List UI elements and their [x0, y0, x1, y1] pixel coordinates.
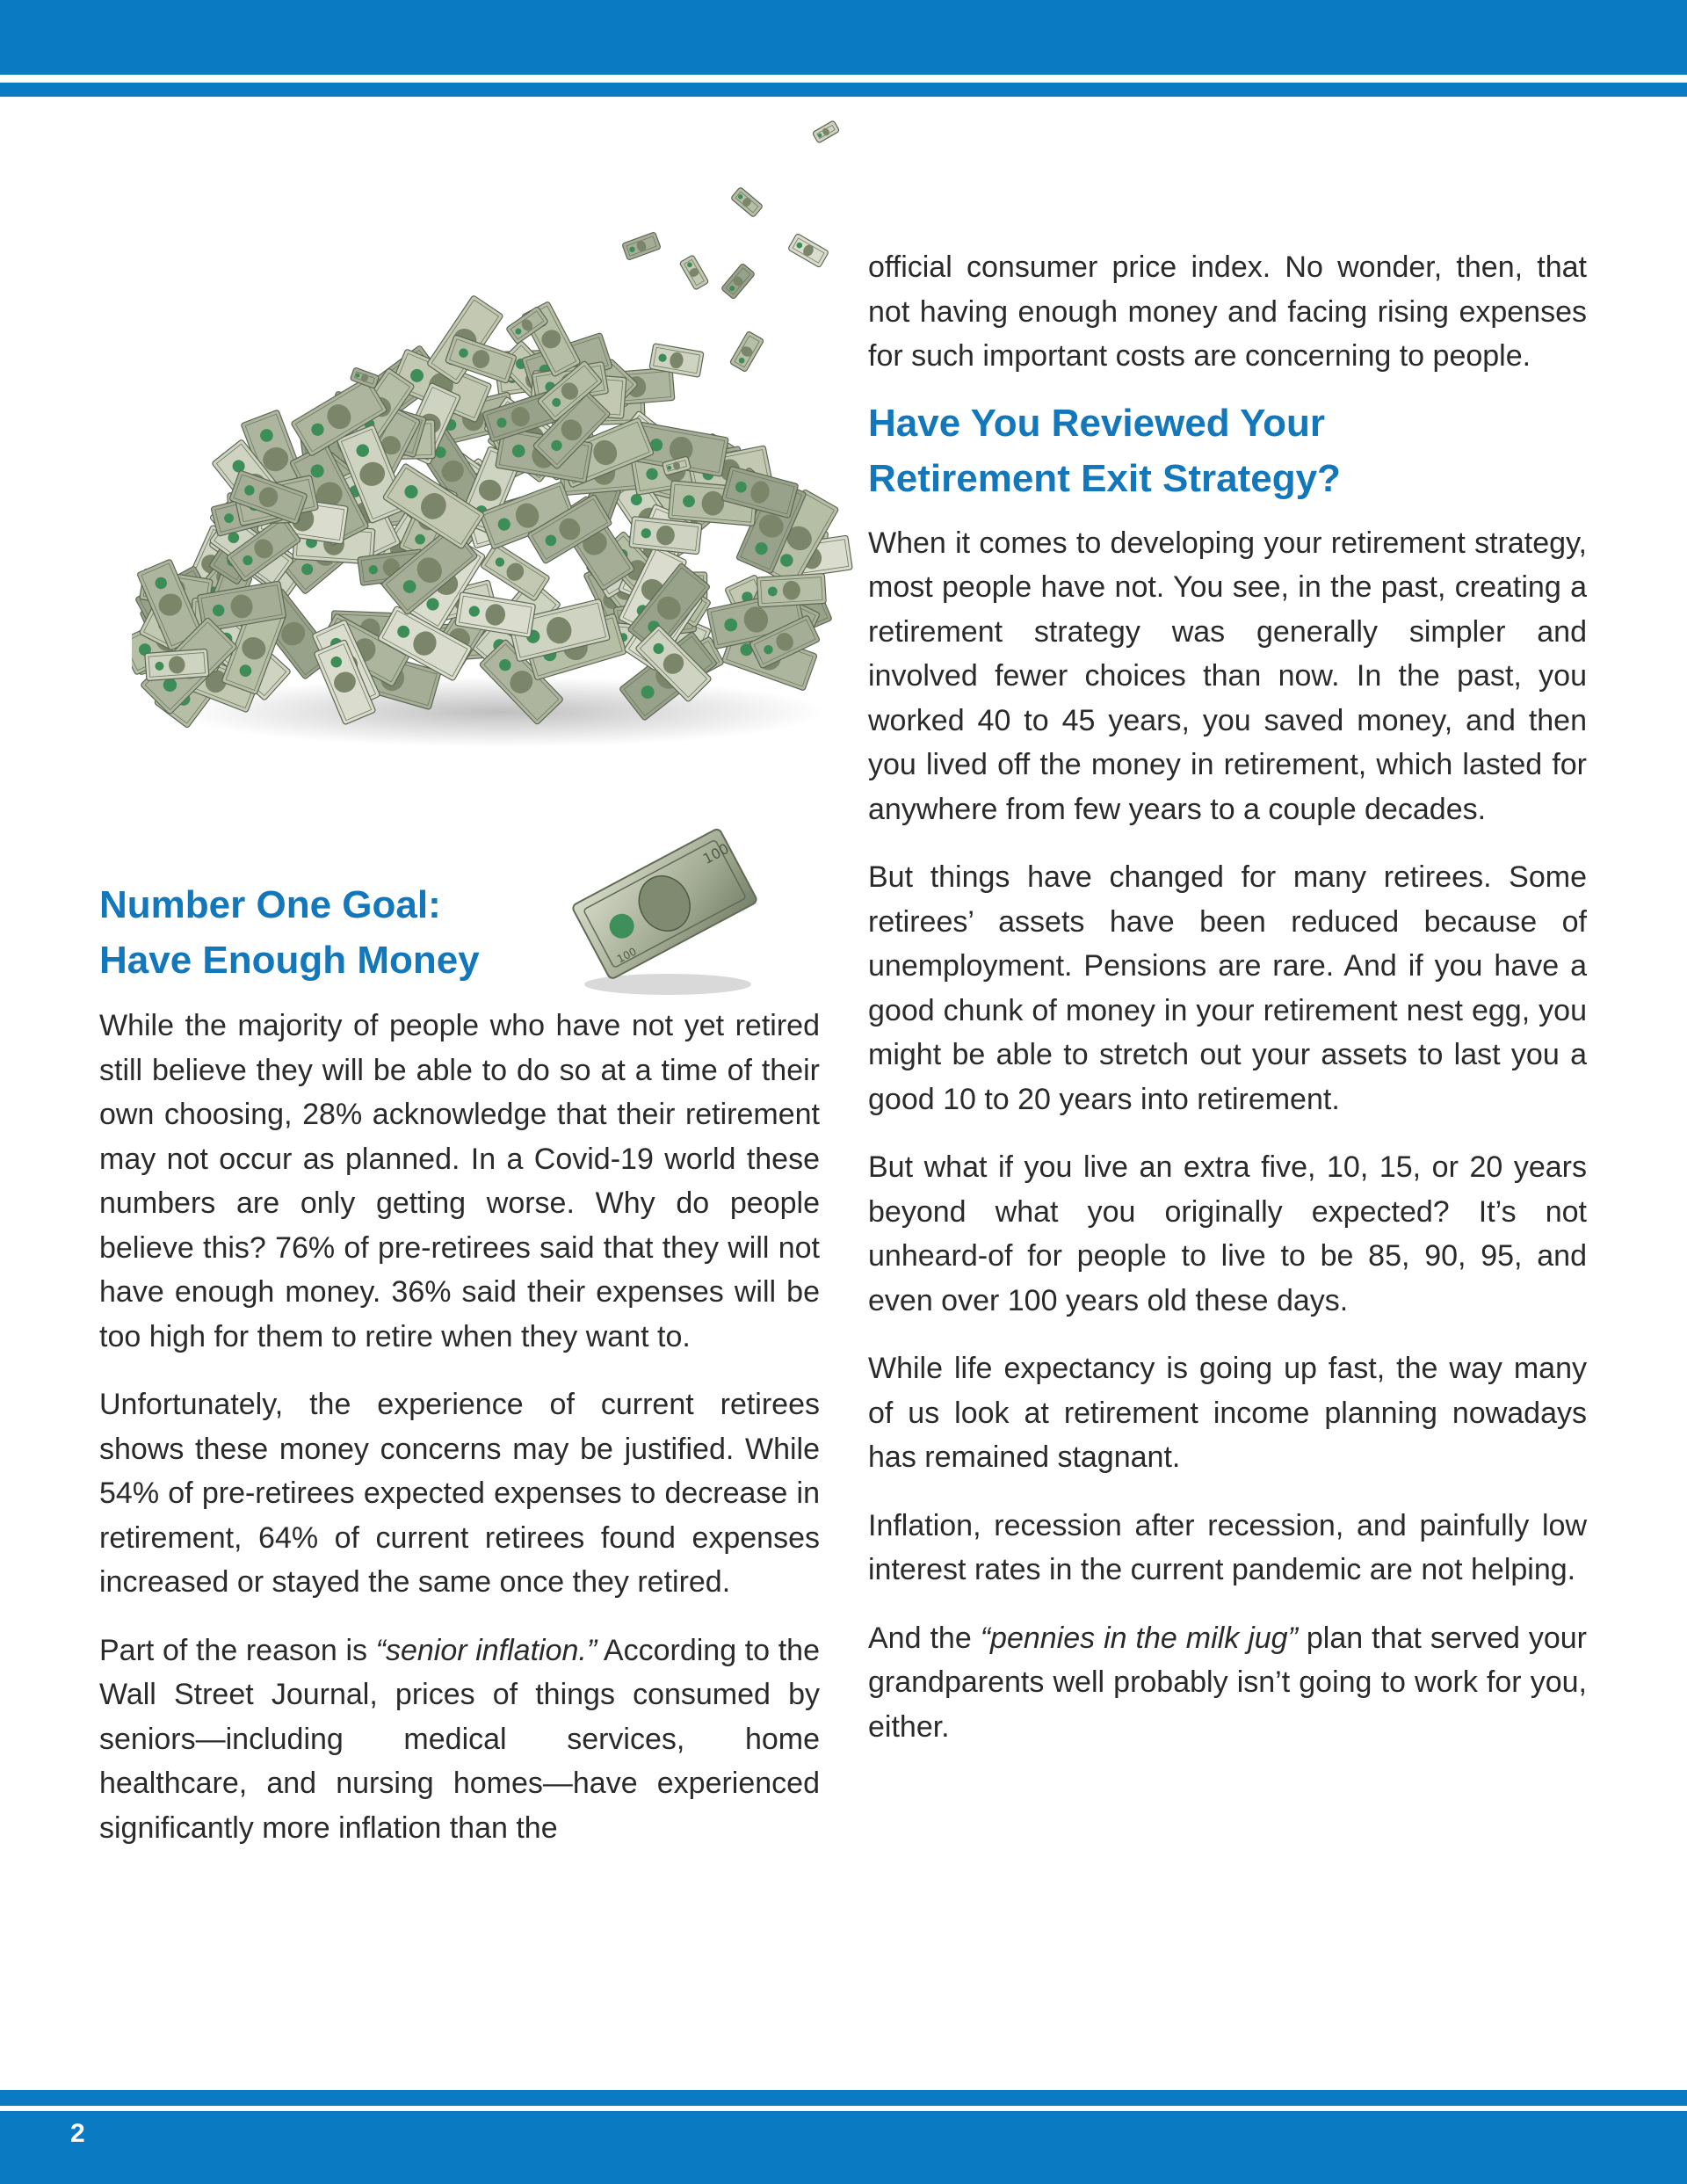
heading-line: Have Enough Money [99, 939, 480, 982]
flying-bill [721, 263, 756, 299]
text-run: plan that served your grandparents well probably isn’t going to work for you, either. [868, 1621, 1587, 1744]
heading-line: Have You Reviewed Your [868, 401, 1326, 445]
money-pile-illustration [132, 105, 861, 809]
top-header-band [0, 0, 1687, 75]
body-paragraph: Inflation, recession after recession, and painfully low interest rates in the current pandemic are not helping. [868, 1508, 1587, 1586]
body-paragraph: While the majority of people who have not yet retired still believe they will be able to do so at a time of their own choosing, 28% acknowledge that their retirement may not occur as planned. In a Covid-19 world these numbers are only getting worse. Why do people believe this? 76% of pre-retirees said that they will not have enough money. 36% said their expenses will be too high for them to retire when they want to. [99, 1009, 820, 1353]
body-paragraph: When it comes to developing your retirement strategy, most people have not. You see, in the past, creating a retirement strategy was generally simpler and involved fewer choices than now. In the past, you worked 40 to 45 years, you saved money, and then you lived off the money in retirement, which lasted for anywhere from few years to a couple decades. [868, 526, 1587, 826]
svg-text:100: 100 [699, 839, 732, 867]
heading-line: Retirement Exit Strategy? [868, 456, 1341, 500]
body-paragraph: While life expectancy is going up fast, the way many of us look at retirement income planning nowadays has remained stagnant. [868, 1352, 1587, 1474]
text-run: According to the Wall Street Journal, prices of things consumed by seniors—including medical services, home healthcare, and nursing homes—have experienced significantly more inflation than the [99, 1633, 820, 1845]
section-heading-enough-money [99, 877, 820, 988]
body-paragraph: But things have changed for many retirees. Some retirees’ assets have been reduced because of unemployment. Pensions are rare. And if you have a good chunk of money in your retirement nest egg, you might be able to stretch out your assets to last you a good 10 to 20 years into retirement. [868, 860, 1587, 1116]
emphasis-senior-inflation: “senior inflation.” [375, 1633, 597, 1667]
page-number: 2 [70, 2119, 85, 2148]
flying-bill [788, 233, 829, 267]
flying-bill [812, 120, 839, 143]
left-column [99, 877, 820, 1874]
top-header-stripe [0, 83, 1687, 97]
flying-bill [729, 331, 764, 373]
svg-text:100: 100 [614, 945, 639, 966]
footer-stripe [0, 2090, 1687, 2106]
body-paragraph [99, 1629, 820, 1851]
footer-band [0, 2111, 1687, 2184]
flying-bill [679, 255, 709, 290]
right-column [868, 245, 1587, 1773]
flying-bill [622, 232, 661, 260]
body-paragraph: official consumer price index. No wonder, then, that not having enough money and facing rising expenses for such important costs are concerning to people. [868, 250, 1587, 373]
body-paragraph: Unfortunately, the experience of current retirees shows these money concerns may be justified. While 54% of pre-retirees expected expenses to decrease in retirement, 64% of current retirees found expenses increased or stayed the same once they retired. [99, 1388, 820, 1599]
emphasis-milk-jug: “pennies in the milk jug” [980, 1621, 1298, 1655]
pile-bill [145, 649, 209, 680]
pile-bill [757, 573, 826, 606]
heading-line: Number One Goal: [99, 883, 441, 926]
body-paragraph [868, 1616, 1587, 1750]
section-heading-exit-strategy [868, 395, 1587, 506]
text-run: Part of the reason is [99, 1633, 376, 1667]
text-run: And the [868, 1621, 981, 1655]
flying-bill [731, 187, 764, 218]
body-paragraph: But what if you live an extra five, 10, 15, or 20 years beyond what you originally expected? It’s not unheard-of for people to live to be 85, 90, 95, and even over 100 years old these days. [868, 1150, 1587, 1317]
